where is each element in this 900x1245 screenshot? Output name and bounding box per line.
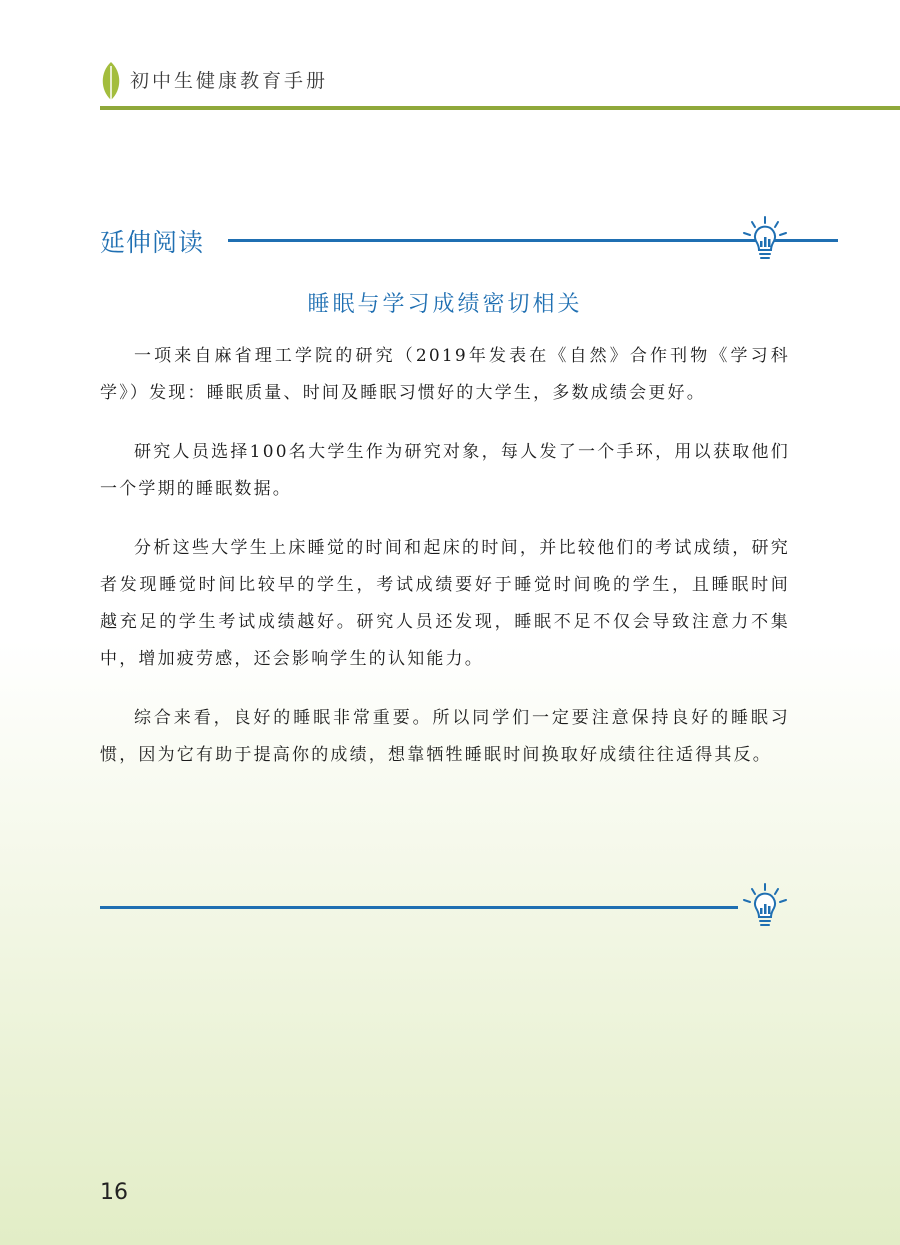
book-title: 初中生健康教育手册 — [130, 70, 329, 92]
paragraph-2: 研究人员选择100名大学生作为研究对象，每人发了一个手环，用以获取他们一个学期的睡眠数据。 — [100, 442, 790, 499]
section-end-divider — [100, 906, 738, 909]
paragraph-3: 分析这些大学生上床睡觉的时间和起床的时间，并比较他们的考试成绩，研究者发现睡觉时间比较早的学生，考试成绩要好于睡觉时间晚的学生，且睡眠时间越充足的学生考试成绩越好。研究人员还发现，睡眠不足不仅会导致注意力不集中，增加疲劳感，还会影响学生的认知能力。 — [100, 538, 790, 669]
paragraph-1: 一项来自麻省理工学院的研究（2019年发表在《自然》合作刊物《学习科学》）发现：睡眠质量、时间及睡眠习惯好的大学生，多数成绩会更好。 — [100, 346, 790, 403]
section-heading — [100, 215, 800, 265]
lightbulb-chart-icon — [740, 215, 790, 265]
paragraph-4: 综合来看，良好的睡眠非常重要。所以同学们一定要注意保持良好的睡眠习惯，因为它有助于提高你的成绩，想靠牺牲睡眠时间换取好成绩往往适得其反。 — [100, 708, 790, 765]
article-title: 睡眠与学习成绩密切相关 — [307, 292, 583, 317]
leaf-icon — [100, 60, 122, 104]
lightbulb-chart-icon — [740, 882, 790, 932]
article-body — [100, 338, 790, 796]
page-number: 16 — [100, 1180, 128, 1205]
section-label: 延伸阅读 — [100, 228, 205, 257]
page-header — [0, 0, 900, 112]
header-divider — [100, 106, 900, 110]
